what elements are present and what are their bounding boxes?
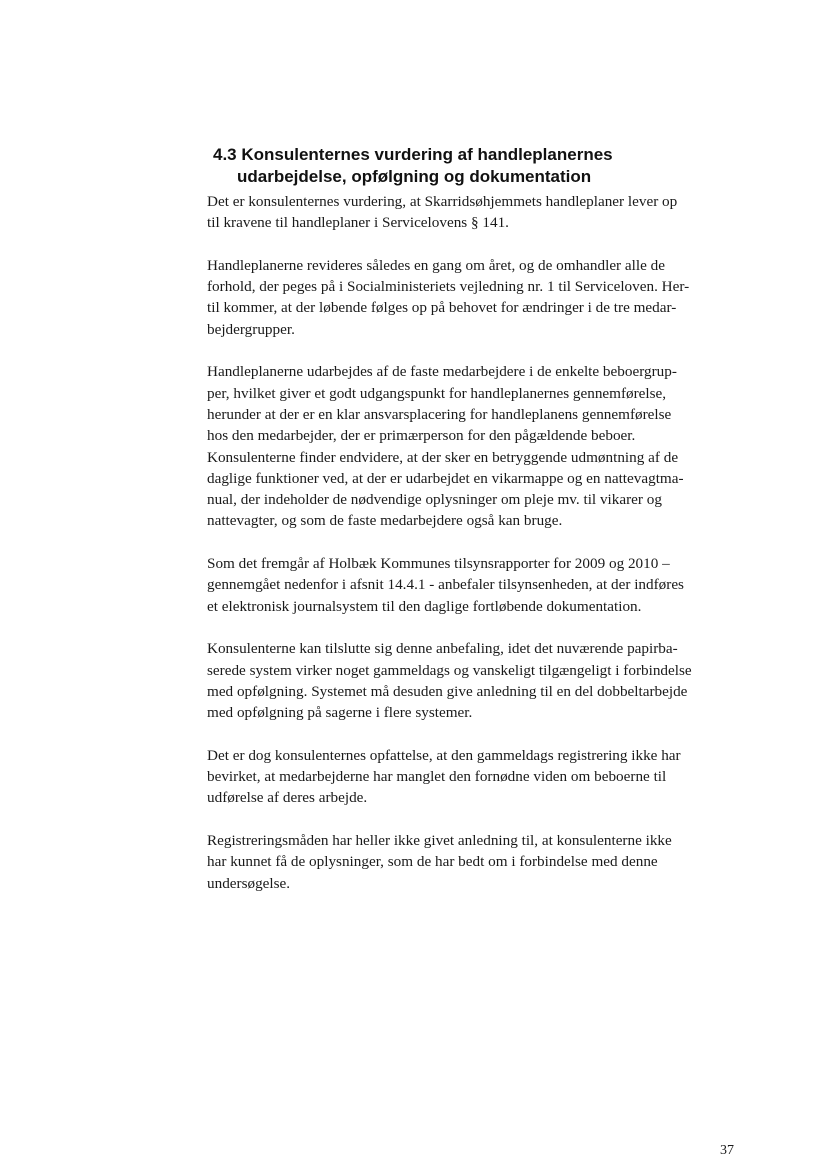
text-line: nattevagter, og som de faste medarbejdere også kan bruge. xyxy=(207,512,563,530)
body-text xyxy=(207,191,747,915)
text-line: bejdergrupper. xyxy=(207,320,295,338)
section-heading-line-2: udarbejdelse, opfølgning og dokumentation xyxy=(237,167,592,187)
text-line: har kunnet få de oplysninger, som de har bedt om i forbindelse med denne xyxy=(207,853,658,871)
paragraph-6 xyxy=(207,745,747,809)
text-line: Konsulenterne finder endvidere, at der sker en betryggende udmøntning af de xyxy=(207,448,679,466)
text-line: serede system virker noget gammeldags og vanskeligt tilgængeligt i forbindelse xyxy=(207,661,692,679)
text-line: undersøgelse. xyxy=(207,874,291,892)
text-line: med opfølgning. Systemet må desuden give anledning til en del dobbeltarbejde xyxy=(207,682,688,700)
text-line: til kravene til handleplaner i Servicelovens § 141. xyxy=(207,214,509,232)
paragraph-2 xyxy=(207,255,747,340)
text-line: med opfølgning på sagerne i flere systemer. xyxy=(207,704,473,722)
text-line: bevirket, at medarbejderne har manglet den fornødne viden om beboerne til xyxy=(207,768,667,786)
section-heading xyxy=(213,144,773,188)
text-line: Det er konsulenternes vurdering, at Skarridsøhjemmets handleplaner lever op xyxy=(207,193,678,210)
paragraph-5 xyxy=(207,638,747,723)
text-line: Handleplanerne udarbejdes af de faste medarbejdere i de enkelte beboergrup- xyxy=(207,363,677,381)
text-line: Konsulenterne kan tilslutte sig denne anbefaling, idet det nuværende papirba- xyxy=(207,640,678,658)
text-line: Handleplanerne revideres således en gang om året, og de omhandler alle de xyxy=(207,256,665,274)
text-line: udførelse af deres arbejde. xyxy=(207,789,368,807)
text-line: et elektronisk journalsystem til den daglige fortløbende dokumentation. xyxy=(207,597,642,615)
text-line: herunder at der er en klar ansvarsplacering for handleplanens gennemførelse xyxy=(207,405,672,423)
text-line: forhold, der peges på i Socialministeriets vejledning nr. 1 til Serviceloven. Her- xyxy=(207,278,690,296)
paragraph-4 xyxy=(207,553,747,617)
paragraph-7 xyxy=(207,830,747,894)
text-line: Som det fremgår af Holbæk Kommunes tilsynsrapporter for 2009 og 2010 – xyxy=(207,555,670,573)
text-line: Det er dog konsulenternes opfattelse, at den gammeldags registrering ikke har xyxy=(207,746,681,764)
text-line: nual, der indeholder de nødvendige oplysninger om pleje mv. til vikarer og xyxy=(207,491,662,509)
page-number: 37 xyxy=(720,1143,734,1158)
text-line: til kommer, at der løbende følges op på behovet for ændringer i de tre medar- xyxy=(207,299,677,317)
text-line: hos den medarbejder, der er primærperson for den pågældende beboer. xyxy=(207,427,636,445)
text-line: gennemgået nedenfor i afsnit 14.4.1 - anbefaler tilsynsenheden, at der indføres xyxy=(207,576,684,594)
paragraph-3 xyxy=(207,361,747,531)
text-line: per, hvilket giver et godt udgangspunkt for handleplanernes gennemførelse, xyxy=(207,384,667,402)
section-heading-line-1: 4.3 Konsulenternes vurdering af handleplanernes xyxy=(213,145,613,165)
text-line: daglige funktioner ved, at der er udarbejdet en vikarmappe og en nattevagtma- xyxy=(207,469,684,487)
paragraph-1 xyxy=(207,191,747,234)
text-line: Registreringsmåden har heller ikke givet anledning til, at konsulenterne ikke xyxy=(207,831,672,849)
